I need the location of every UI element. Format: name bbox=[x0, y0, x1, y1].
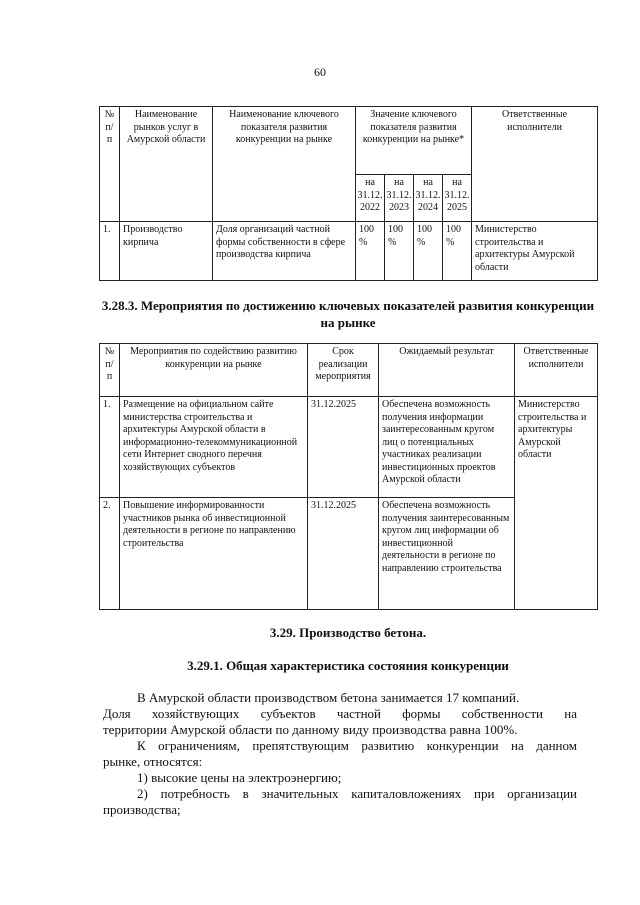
row-num: 1. bbox=[100, 222, 120, 281]
row-measure: Размещение на официальном сайте министерства строительства и архитектуры Амурской области в информационно-телекоммуникационной сети Интернет сводного перечня хозяйствующих субъектов bbox=[120, 397, 308, 498]
header-indicator: Наименование ключевого показателя развития конкуренции на рынке bbox=[213, 107, 356, 222]
list-item: 1) высокие цены на электроэнергию; bbox=[137, 770, 342, 785]
header-responsible: Ответственные исполнители bbox=[472, 107, 598, 222]
header-deadline: Срок реализации мероприятия bbox=[308, 344, 379, 397]
row-measure: Повышение информированности участников рынка об инвестиционной деятельности в регионе по направлению строительства bbox=[120, 498, 308, 610]
header-responsible: Ответственные исполнители bbox=[515, 344, 598, 397]
header-market: Наименование рынков услуг в Амурской области bbox=[120, 107, 213, 222]
row-deadline: 31.12.2025 bbox=[308, 498, 379, 610]
row-num: 2. bbox=[100, 498, 120, 610]
paragraph-line: В Амурской области производством бетона занимается 17 компаний. bbox=[137, 690, 520, 705]
year-2022: на 31.12. 2022 bbox=[356, 175, 385, 222]
year-2024: на 31.12. 2024 bbox=[414, 175, 443, 222]
row-result: Обеспечена возможность получения информации заинтересованным кругом лиц о потенциальных участниках реализации инвестиционных проектов Амурской области bbox=[379, 397, 515, 498]
section-heading-3-29-1: 3.29.1. Общая характеристика состояния конкуренции bbox=[187, 658, 509, 673]
header-value: Значение ключевого показателя развития конкуренции на рынке* bbox=[356, 107, 472, 175]
header-result: Ожидаемый результат bbox=[379, 344, 515, 397]
row-deadline: 31.12.2025 bbox=[308, 397, 379, 498]
row-result: Обеспечена возможность получения заинтересованным кругом лиц информации об инвестиционной деятельности в регионе по направлению строительства bbox=[379, 498, 515, 610]
row-num: 1. bbox=[100, 397, 120, 498]
paragraph-line: производства; bbox=[103, 802, 181, 817]
row-responsible: Министерство строительства и архитектуры Амурской области bbox=[515, 397, 598, 610]
row-indicator: Доля организаций частной формы собственности в сфере производства кирпича bbox=[213, 222, 356, 281]
body-text bbox=[103, 690, 577, 818]
row-value-2024: 100 % bbox=[414, 222, 443, 281]
row-market: Производство кирпича bbox=[120, 222, 213, 281]
header-measure: Мероприятия по содействию развитию конкуренции на рынке bbox=[120, 344, 308, 397]
row-responsible: Министерство строительства и архитектуры Амурской области bbox=[472, 222, 598, 281]
table-row bbox=[100, 397, 598, 498]
key-indicators-table bbox=[99, 106, 598, 281]
table-row bbox=[100, 222, 598, 281]
section-heading-3-29: 3.29. Производство бетона. bbox=[269, 625, 427, 640]
header-num: № п/п bbox=[100, 344, 120, 397]
paragraph-line: рынке, относятся: bbox=[103, 754, 203, 769]
paragraph-line: территории Амурской области по данному виду производства равна 100%. bbox=[103, 722, 518, 737]
list-item: 2) потребность в значительных капиталовложениях при организации bbox=[137, 786, 577, 801]
paragraph-line: К ограничениям, препятствующим развитию конкуренции на данном bbox=[137, 738, 577, 753]
year-2025: на 31.12. 2025 bbox=[443, 175, 472, 222]
measures-table bbox=[99, 343, 598, 610]
row-value-2023: 100 % bbox=[385, 222, 414, 281]
page-number: 60 bbox=[314, 65, 326, 79]
row-value-2025: 100 % bbox=[443, 222, 472, 281]
paragraph-line: Доля хозяйствующих субъектов частной формы собственности на bbox=[103, 706, 577, 721]
row-value-2022: 100 % bbox=[356, 222, 385, 281]
section-heading-3-28-3: 3.28.3. Мероприятия по достижению ключевых показателей развития конкуренции на рынке bbox=[101, 298, 595, 330]
year-2023: на 31.12. 2023 bbox=[385, 175, 414, 222]
header-num: № п/п bbox=[100, 107, 120, 222]
